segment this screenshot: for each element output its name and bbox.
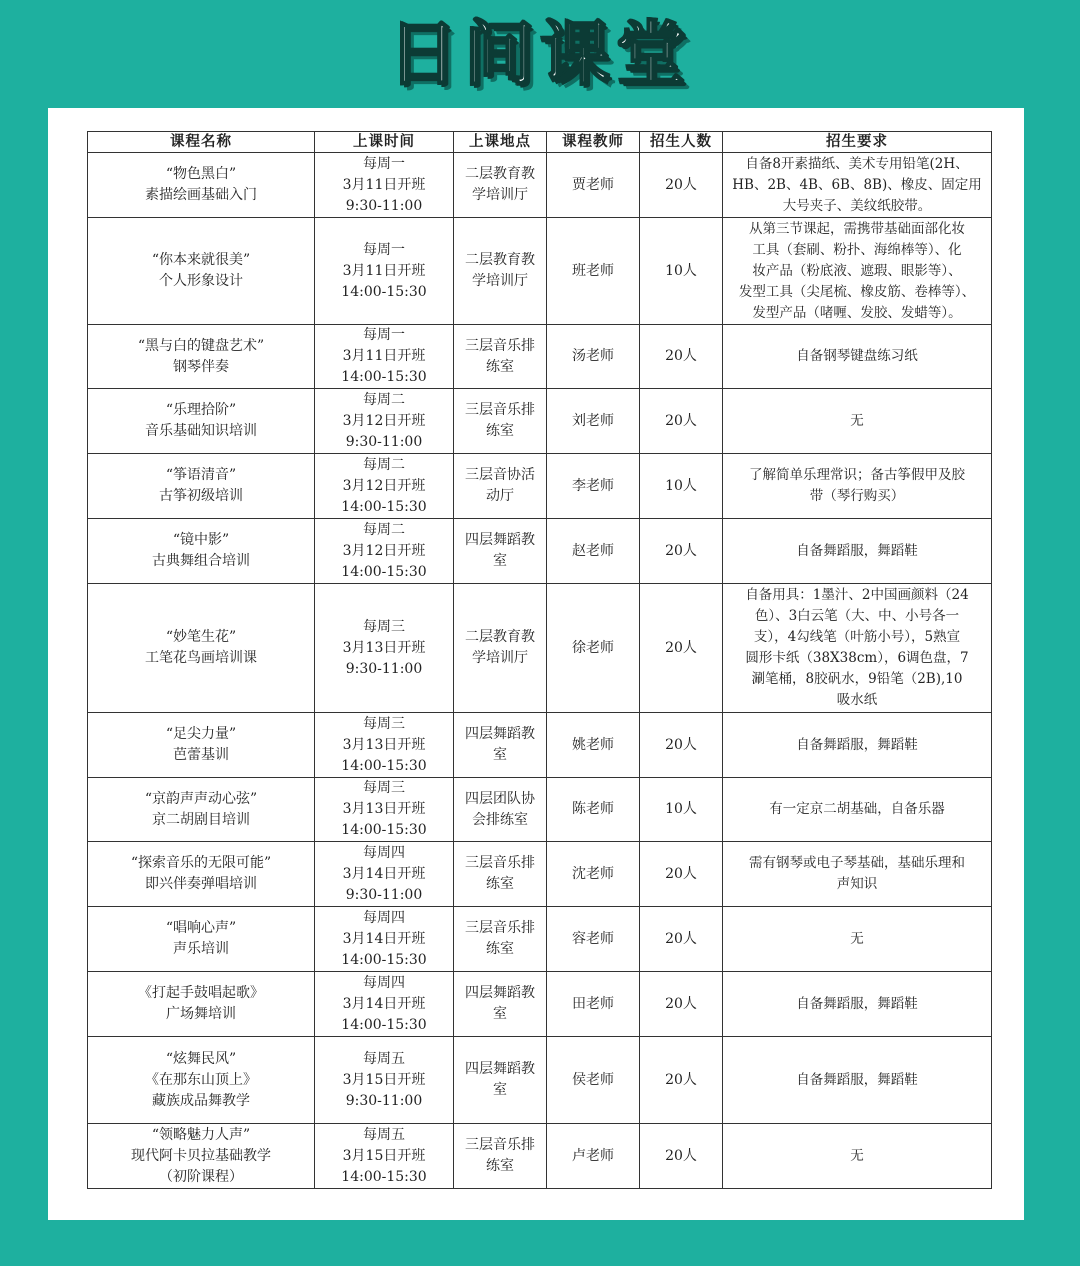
course-name-line: 芭蕾基训 [173,747,229,763]
time-cell [315,778,454,842]
count-cell: 20人 [640,389,723,454]
place-line: 会排练室 [472,811,528,828]
course-name-cell [88,325,315,389]
count-cell: 20人 [640,1037,723,1124]
time-line: 每周一 [363,327,405,343]
count-cell: 20人 [640,325,723,389]
time-line: 每周四 [363,844,405,861]
teacher-cell: 沈老师 [547,842,640,907]
place-cell [454,519,547,584]
requirements-cell [723,778,992,842]
requirements-line: 从第三节课起，需携带基础面部化妆 [749,220,965,237]
place-line: 练室 [486,876,514,892]
course-name-line: “炫舞民风” [165,1050,237,1067]
count-cell: 20人 [640,519,723,584]
place-cell [454,325,547,389]
place-cell [454,907,547,972]
place-line: 室 [493,1082,507,1098]
course-name-line: 素描绘画基础入门 [145,187,257,203]
course-name-line: “唱响心声” [165,920,237,936]
course-name-cell [88,972,315,1037]
place-line: 室 [493,747,507,763]
course-name-line: “镜中影” [172,532,230,548]
course-name-cell [88,907,315,972]
time-line: 每周一 [363,241,405,258]
course-name-line: “京韵声声动心弦” [144,790,258,807]
requirements-cell [723,907,992,972]
header-teacher: 课程教师 [547,132,640,153]
time-line: 3月12日开班 [342,412,426,429]
time-cell [315,713,454,778]
time-line: 每周二 [363,391,405,408]
place-cell [454,218,547,325]
place-cell [454,153,547,218]
course-name-line: 钢琴伴奏 [173,358,229,375]
teacher-cell: 容老师 [547,907,640,972]
requirements-line: 带（琴行购买） [809,488,905,504]
course-name-cell [88,842,315,907]
course-name-line: “黑与白的键盘艺术” [137,337,265,354]
time-line: 9:30-11:00 [345,197,423,214]
requirements-cell [723,325,992,389]
place-line: 学培训厅 [472,187,528,203]
time-line: 每周四 [363,974,405,991]
time-line: 3月13日开班 [342,801,426,817]
time-line: 3月13日开班 [342,736,426,753]
requirements-cell [723,584,992,713]
time-line: 3月14日开班 [342,865,426,882]
count-cell: 10人 [640,454,723,519]
course-name-line: 《在那东山顶上》 [145,1071,257,1088]
requirements-line: 自备舞蹈服，舞蹈鞋 [796,542,918,559]
requirements-cell [723,454,992,519]
requirements-line: 发型产品（啫喱、发胶、发蜡等）。 [752,304,962,321]
time-line: 3月11日开班 [342,176,426,193]
time-cell [315,972,454,1037]
place-line: 三层音乐排 [465,1137,535,1153]
place-cell [454,1037,547,1124]
requirements-line: 自备8开素描纸、美术专用铅笔(2H、 [745,155,969,172]
time-line: 每周三 [363,715,405,732]
requirements-line: 无 [850,1147,864,1164]
course-name-cell [88,389,315,454]
time-cell [315,325,454,389]
requirements-line: 发型工具（尖尾梳、橡皮筋、卷棒等）、 [738,283,976,300]
table-row [88,389,992,454]
requirements-cell [723,972,992,1037]
requirements-line: 支），4勾线笔（叶筋小号），5熟宣 [753,629,961,645]
header-time: 上课时间 [315,132,454,153]
course-name-line: “乐理拾阶” [165,402,237,418]
requirements-cell [723,153,992,218]
course-name-line: 现代阿卡贝拉基础教学 [131,1147,271,1164]
requirements-line: 了解简单乐理常识；备古筝假甲及胶 [749,467,965,483]
time-line: 9:30-11:00 [345,1092,423,1109]
course-name-line: 古典舞组合培训 [152,553,250,569]
table-row [88,325,992,389]
teacher-cell: 班老师 [547,218,640,325]
course-name-line: 工笔花鸟画培训课 [145,650,257,666]
teacher-cell: 汤老师 [547,325,640,389]
place-line: 学培训厅 [472,273,528,289]
course-name-line: 音乐基础知识培训 [145,423,257,439]
time-line: 14:00-15:30 [341,563,427,580]
place-cell [454,972,547,1037]
time-line: 3月15日开班 [342,1147,426,1164]
count-cell: 10人 [640,778,723,842]
requirements-line: 有一定京二胡基础，自备乐器 [769,801,945,817]
place-cell [454,389,547,454]
time-line: 每周三 [363,618,405,635]
table-row [88,842,992,907]
requirements-cell [723,218,992,325]
header-place: 上课地点 [454,132,547,153]
page-title: 日间课堂 [388,13,692,95]
table-row [88,1037,992,1124]
requirements-line: 吸水纸 [836,692,878,708]
time-line: 3月13日开班 [342,639,426,656]
course-name-line: “你本来就很美” [151,252,251,268]
requirements-cell [723,389,992,454]
place-cell [454,584,547,713]
place-line: 二层教育教 [465,252,535,268]
time-line: 每周三 [363,780,405,796]
requirements-cell [723,1037,992,1124]
count-cell: 20人 [640,153,723,218]
time-line: 每周四 [363,909,405,926]
table-row [88,218,992,325]
time-line: 14:00-15:30 [341,822,427,838]
place-line: 四层舞蹈教 [465,1061,535,1077]
time-cell [315,218,454,325]
course-name-cell [88,218,315,325]
course-name-line: “物色黑白” [165,166,237,182]
course-name-line: 藏族成品舞教学 [152,1092,250,1109]
time-line: 9:30-11:00 [345,433,423,450]
table-row [88,713,992,778]
time-line: 14:00-15:30 [341,757,427,774]
teacher-cell: 赵老师 [547,519,640,584]
place-line: 室 [493,1006,507,1022]
course-name-line: 声乐培训 [173,941,229,957]
teacher-cell: 徐老师 [547,584,640,713]
time-cell [315,584,454,713]
requirements-line: 自备钢琴键盘练习纸 [796,348,918,364]
teacher-cell: 李老师 [547,454,640,519]
requirements-line: 色）、3白云笔（大、中、小号各一 [754,608,960,624]
count-cell: 10人 [640,218,723,325]
table-row [88,972,992,1037]
time-line: 9:30-11:00 [345,886,423,903]
place-cell [454,1124,547,1189]
requirements-line: 自备舞蹈服，舞蹈鞋 [796,1071,918,1088]
time-line: 14:00-15:30 [341,498,427,515]
time-line: 3月12日开班 [342,542,426,559]
place-line: 三层音乐排 [465,337,535,354]
teacher-cell: 贾老师 [547,153,640,218]
requirements-line: 妆产品（粉底液、遮瑕、眼影等）、 [752,262,962,279]
requirements-line: 自备舞蹈服，舞蹈鞋 [796,736,918,753]
table-header-row [88,132,992,153]
place-line: 动厅 [486,488,514,504]
requirements-cell [723,842,992,907]
time-line: 每周二 [363,521,405,538]
count-cell: 20人 [640,842,723,907]
requirements-cell [723,713,992,778]
course-name-line: 古筝初级培训 [159,488,243,504]
requirements-line: 声知识 [836,876,878,892]
course-name-line: 广场舞培训 [166,1006,236,1022]
requirements-cell [723,519,992,584]
place-line: 二层教育教 [465,629,535,645]
time-line: 3月11日开班 [342,348,426,364]
course-name-line: “探索音乐的无限可能” [130,855,272,871]
course-name-cell [88,584,315,713]
title-banner [0,0,1080,108]
requirements-line: 大号夹子、美纹纸胶带。 [782,197,932,214]
place-line: 练室 [486,941,514,957]
table-row [88,584,992,713]
teacher-cell: 姚老师 [547,713,640,778]
place-line: 三层音乐排 [465,920,535,936]
course-name-line: “足尖力量” [165,726,237,742]
schedule-table [87,131,992,1189]
table-body [88,153,992,1189]
schedule-card [48,108,1024,1220]
time-line: 每周五 [363,1126,405,1143]
time-cell [315,153,454,218]
count-cell: 20人 [640,972,723,1037]
requirements-line: 涮笔桶，8胶矾水，9铅笔（2B),10 [751,671,963,687]
table-row [88,1124,992,1189]
time-line: 14:00-15:30 [341,1016,427,1033]
place-line: 三层音乐排 [465,855,535,871]
count-cell: 20人 [640,713,723,778]
course-name-line: “妙笔生花” [165,629,237,645]
course-name-line: 京二胡剧目培训 [152,811,250,828]
time-cell [315,519,454,584]
time-line: 9:30-11:00 [345,660,423,677]
time-line: 3月11日开班 [342,262,426,279]
time-cell [315,1124,454,1189]
table-row [88,778,992,842]
course-name-cell [88,519,315,584]
time-line: 14:00-15:30 [341,369,427,385]
time-line: 3月14日开班 [342,930,426,947]
table-row [88,907,992,972]
time-line: 每周一 [363,155,405,172]
table-row [88,454,992,519]
table-row [88,153,992,218]
place-line: 四层舞蹈教 [465,726,535,742]
requirements-line: HB、2B、4B、6B、8B)、橡皮、固定用 [732,176,982,193]
course-name-line: 《打起手鼓唱起歌》 [138,985,264,1001]
time-line: 3月12日开班 [342,477,426,494]
time-cell [315,842,454,907]
place-cell [454,778,547,842]
time-line: 每周五 [363,1050,405,1067]
course-name-line: （初阶课程） [159,1168,243,1185]
course-name-line: “筝语清音” [165,467,237,483]
time-line: 3月15日开班 [342,1071,426,1088]
time-cell [315,454,454,519]
place-cell [454,842,547,907]
place-line: 三层音乐排 [465,402,535,418]
place-line: 四层团队协 [465,790,535,807]
place-line: 练室 [486,423,514,439]
requirements-line: 无 [850,930,864,947]
time-line: 3月14日开班 [342,995,426,1012]
time-cell [315,389,454,454]
teacher-cell: 陈老师 [547,778,640,842]
course-name-line: 即兴伴奏弹唱培训 [145,876,257,892]
place-line: 二层教育教 [465,166,535,182]
course-name-line: 个人形象设计 [159,273,243,289]
time-cell [315,907,454,972]
course-name-cell [88,454,315,519]
course-name-line: “领略魅力人声” [151,1126,251,1143]
count-cell: 20人 [640,584,723,713]
place-line: 四层舞蹈教 [465,532,535,548]
course-name-cell [88,778,315,842]
time-line: 每周二 [363,456,405,473]
place-line: 学培训厅 [472,650,528,666]
place-cell [454,454,547,519]
course-name-cell [88,713,315,778]
header-count: 招生人数 [640,132,723,153]
teacher-cell: 侯老师 [547,1037,640,1124]
header-requirements: 招生要求 [723,132,992,153]
place-line: 练室 [486,1158,514,1174]
place-line: 室 [493,553,507,569]
teacher-cell: 田老师 [547,972,640,1037]
table-row [88,519,992,584]
time-cell [315,1037,454,1124]
requirements-line: 无 [850,412,864,429]
count-cell: 20人 [640,907,723,972]
place-line: 练室 [486,358,514,375]
time-line: 14:00-15:30 [341,951,427,968]
requirements-cell [723,1124,992,1189]
requirements-line: 圆形卡纸（38X38cm），6调色盘，7 [745,650,969,666]
course-name-cell [88,1037,315,1124]
requirements-line: 自备舞蹈服，舞蹈鞋 [796,995,918,1012]
teacher-cell: 刘老师 [547,389,640,454]
place-cell [454,713,547,778]
count-cell: 20人 [640,1124,723,1189]
header-course-name: 课程名称 [88,132,315,153]
teacher-cell: 卢老师 [547,1124,640,1189]
place-line: 三层音协活 [465,467,535,483]
time-line: 14:00-15:30 [341,283,427,300]
requirements-line: 工具（套刷、粉扑、海绵棒等）、化 [752,241,962,258]
requirements-line: 自备用具：1墨汁、2中国画颜料（24 [745,587,969,603]
course-name-cell [88,1124,315,1189]
course-name-cell [88,153,315,218]
requirements-line: 需有钢琴或电子琴基础，基础乐理和 [749,855,965,871]
place-line: 四层舞蹈教 [465,985,535,1001]
time-line: 14:00-15:30 [341,1168,427,1185]
